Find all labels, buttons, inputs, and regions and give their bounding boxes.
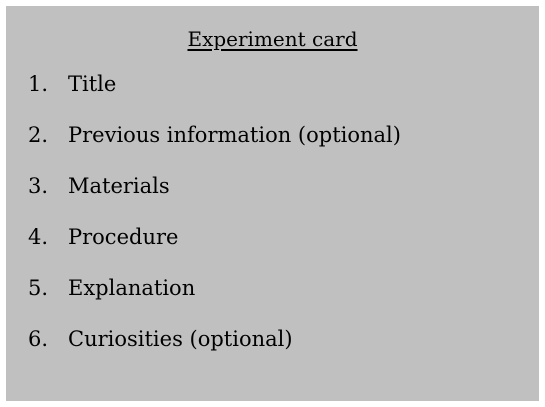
- list-item: [28, 274, 401, 325]
- list-item-label: Title: [68, 72, 117, 96]
- list-item-label: Materials: [68, 174, 170, 198]
- card-title: [6, 26, 539, 52]
- list-item-label: Explanation: [68, 276, 196, 300]
- list-item: [28, 223, 401, 274]
- list-item-number: 4.: [28, 225, 49, 249]
- steps-list: [28, 70, 401, 376]
- list-item-label: Previous information (optional): [68, 123, 401, 147]
- list-item-number: 2.: [28, 123, 49, 147]
- list-item: [28, 325, 401, 376]
- list-item: [28, 70, 401, 121]
- list-item-number: 1.: [28, 72, 49, 96]
- list-item-label: Procedure: [68, 225, 179, 249]
- list-item-number: 3.: [28, 174, 49, 198]
- list-item: [28, 121, 401, 172]
- experiment-card: [6, 6, 539, 401]
- list-item-number: 5.: [28, 276, 49, 300]
- card-title-text: Experiment card: [187, 27, 358, 51]
- list-item-number: 6.: [28, 327, 49, 351]
- list-item: [28, 172, 401, 223]
- list-item-label: Curiosities (optional): [68, 327, 293, 351]
